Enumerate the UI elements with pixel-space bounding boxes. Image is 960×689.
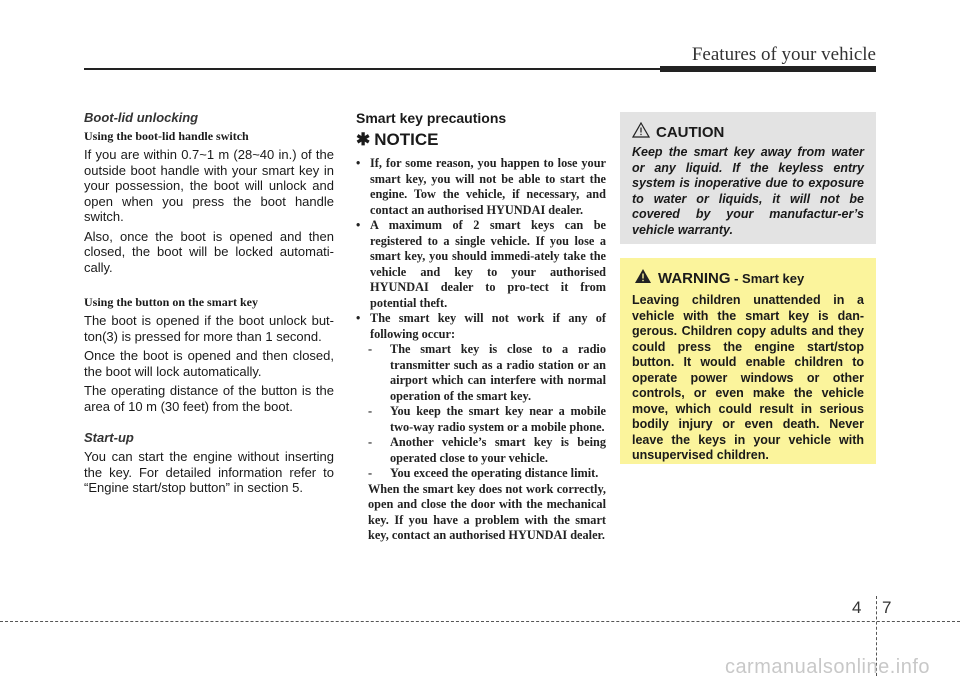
warning-subtitle: - Smart key bbox=[730, 270, 805, 286]
notice-label: NOTICE bbox=[374, 130, 439, 149]
warning-text: Leaving children unattended in a vehicle with the smart key is dan-gerous. Children copy adults and they could press the engine start/stop button. It would enable children to operate power windows or other controls, or even make the vehicle move, which could result in serious bodily injury or even death. Never leave the keys in your vehicle with unsupervised children. bbox=[632, 293, 864, 462]
subheading-smart-key-button: Using the button on the smart key bbox=[84, 295, 259, 309]
list-item: • A maximum of 2 smart keys can be registered to a single vehicle. If you lose a smart key, you should immedi-ately take the vehicle and key to your authorised HYUNDAI dealer to pro-tect it from potential theft. bbox=[356, 218, 606, 310]
sub-list-item: - Another vehicle’s smart key is being operated close to your vehicle. bbox=[368, 435, 606, 465]
caution-box bbox=[620, 112, 876, 244]
notice-list bbox=[356, 156, 606, 544]
list-item: • The smart key will not work if any of following occur: bbox=[356, 311, 606, 341]
caution-triangle-icon bbox=[632, 122, 650, 142]
list-item: • If, for some reason, you happen to lose your smart key, you will not be able to start the engine. Tow the vehicle, if necessary, and contact an authorised HYUNDAI dealer. bbox=[356, 156, 606, 217]
star-icon: ✱ bbox=[356, 130, 371, 149]
chapter-number: 4 bbox=[852, 598, 862, 617]
sub-list-item: - You exceed the operating distance limit. bbox=[368, 466, 599, 480]
header-rule bbox=[84, 68, 664, 70]
section-heading-precautions: Smart key precautions bbox=[356, 110, 507, 126]
notice-heading bbox=[356, 130, 606, 150]
paragraph: If you are within 0.7~1 m (28~40 in.) of the outside boot handle with your smart key in your possession, the boot will unlock and open when you press the boot handle switch. bbox=[84, 147, 334, 224]
warning-label: WARNING bbox=[658, 269, 731, 287]
sub-list-item: - You keep the smart key near a mobile two-way radio system or a mobile phone. bbox=[368, 404, 606, 434]
left-column bbox=[84, 110, 334, 500]
closing-paragraph: When the smart key does not work correctly, open and close the door with the mechanical key. If you have a problem with the smart key, contact an authorised HYUNDAI dealer. bbox=[368, 481, 606, 542]
paragraph: You can start the engine without inserting the key. For detailed information refer to “Engine start/stop button” in section 5. bbox=[84, 449, 334, 495]
header-rule-accent bbox=[660, 66, 876, 72]
page-number: 7 bbox=[882, 598, 892, 617]
section-heading-start-up: Start-up bbox=[84, 430, 134, 445]
warning-heading bbox=[634, 268, 864, 289]
sub-list-item: - The smart key is close to a radio transmitter such as a radio station or an airport which can interfere with normal operation of the smart key. bbox=[368, 342, 606, 403]
bullet-icon: • bbox=[356, 156, 361, 170]
caution-label: CAUTION bbox=[656, 123, 725, 141]
paragraph: Also, once the boot is opened and then closed, the boot will be locked automati-cally. bbox=[84, 228, 334, 275]
bullet-icon: • bbox=[356, 311, 361, 325]
page-header-title: Features of your vehicle bbox=[691, 44, 876, 65]
warning-triangle-icon bbox=[634, 268, 652, 289]
paragraph: Once the boot is opened and then closed, the boot will lock automatically. bbox=[84, 348, 334, 379]
section-heading-boot-lid: Boot-lid unlocking bbox=[84, 110, 199, 125]
footer-rule bbox=[0, 621, 960, 622]
paragraph: The boot is opened if the boot unlock but-ton(3) is pressed for more than 1 second. bbox=[84, 313, 334, 344]
warning-box bbox=[620, 258, 876, 464]
subheading-handle-switch: Using the boot-lid handle switch bbox=[84, 129, 249, 143]
caution-heading bbox=[632, 122, 864, 142]
caution-text: Keep the smart key away from water or any liquid. If the keyless entry system is inoperative due to exposure to water or liquids, it will not be covered by your manufactur-er’s vehicle warranty. bbox=[632, 145, 864, 237]
watermark: carmanualsonline.info bbox=[724, 656, 930, 678]
paragraph: The operating distance of the button is the area of 10 m (30 feet) from the boot. bbox=[84, 383, 334, 414]
middle-column bbox=[356, 110, 606, 544]
bullet-icon: • bbox=[356, 218, 361, 232]
